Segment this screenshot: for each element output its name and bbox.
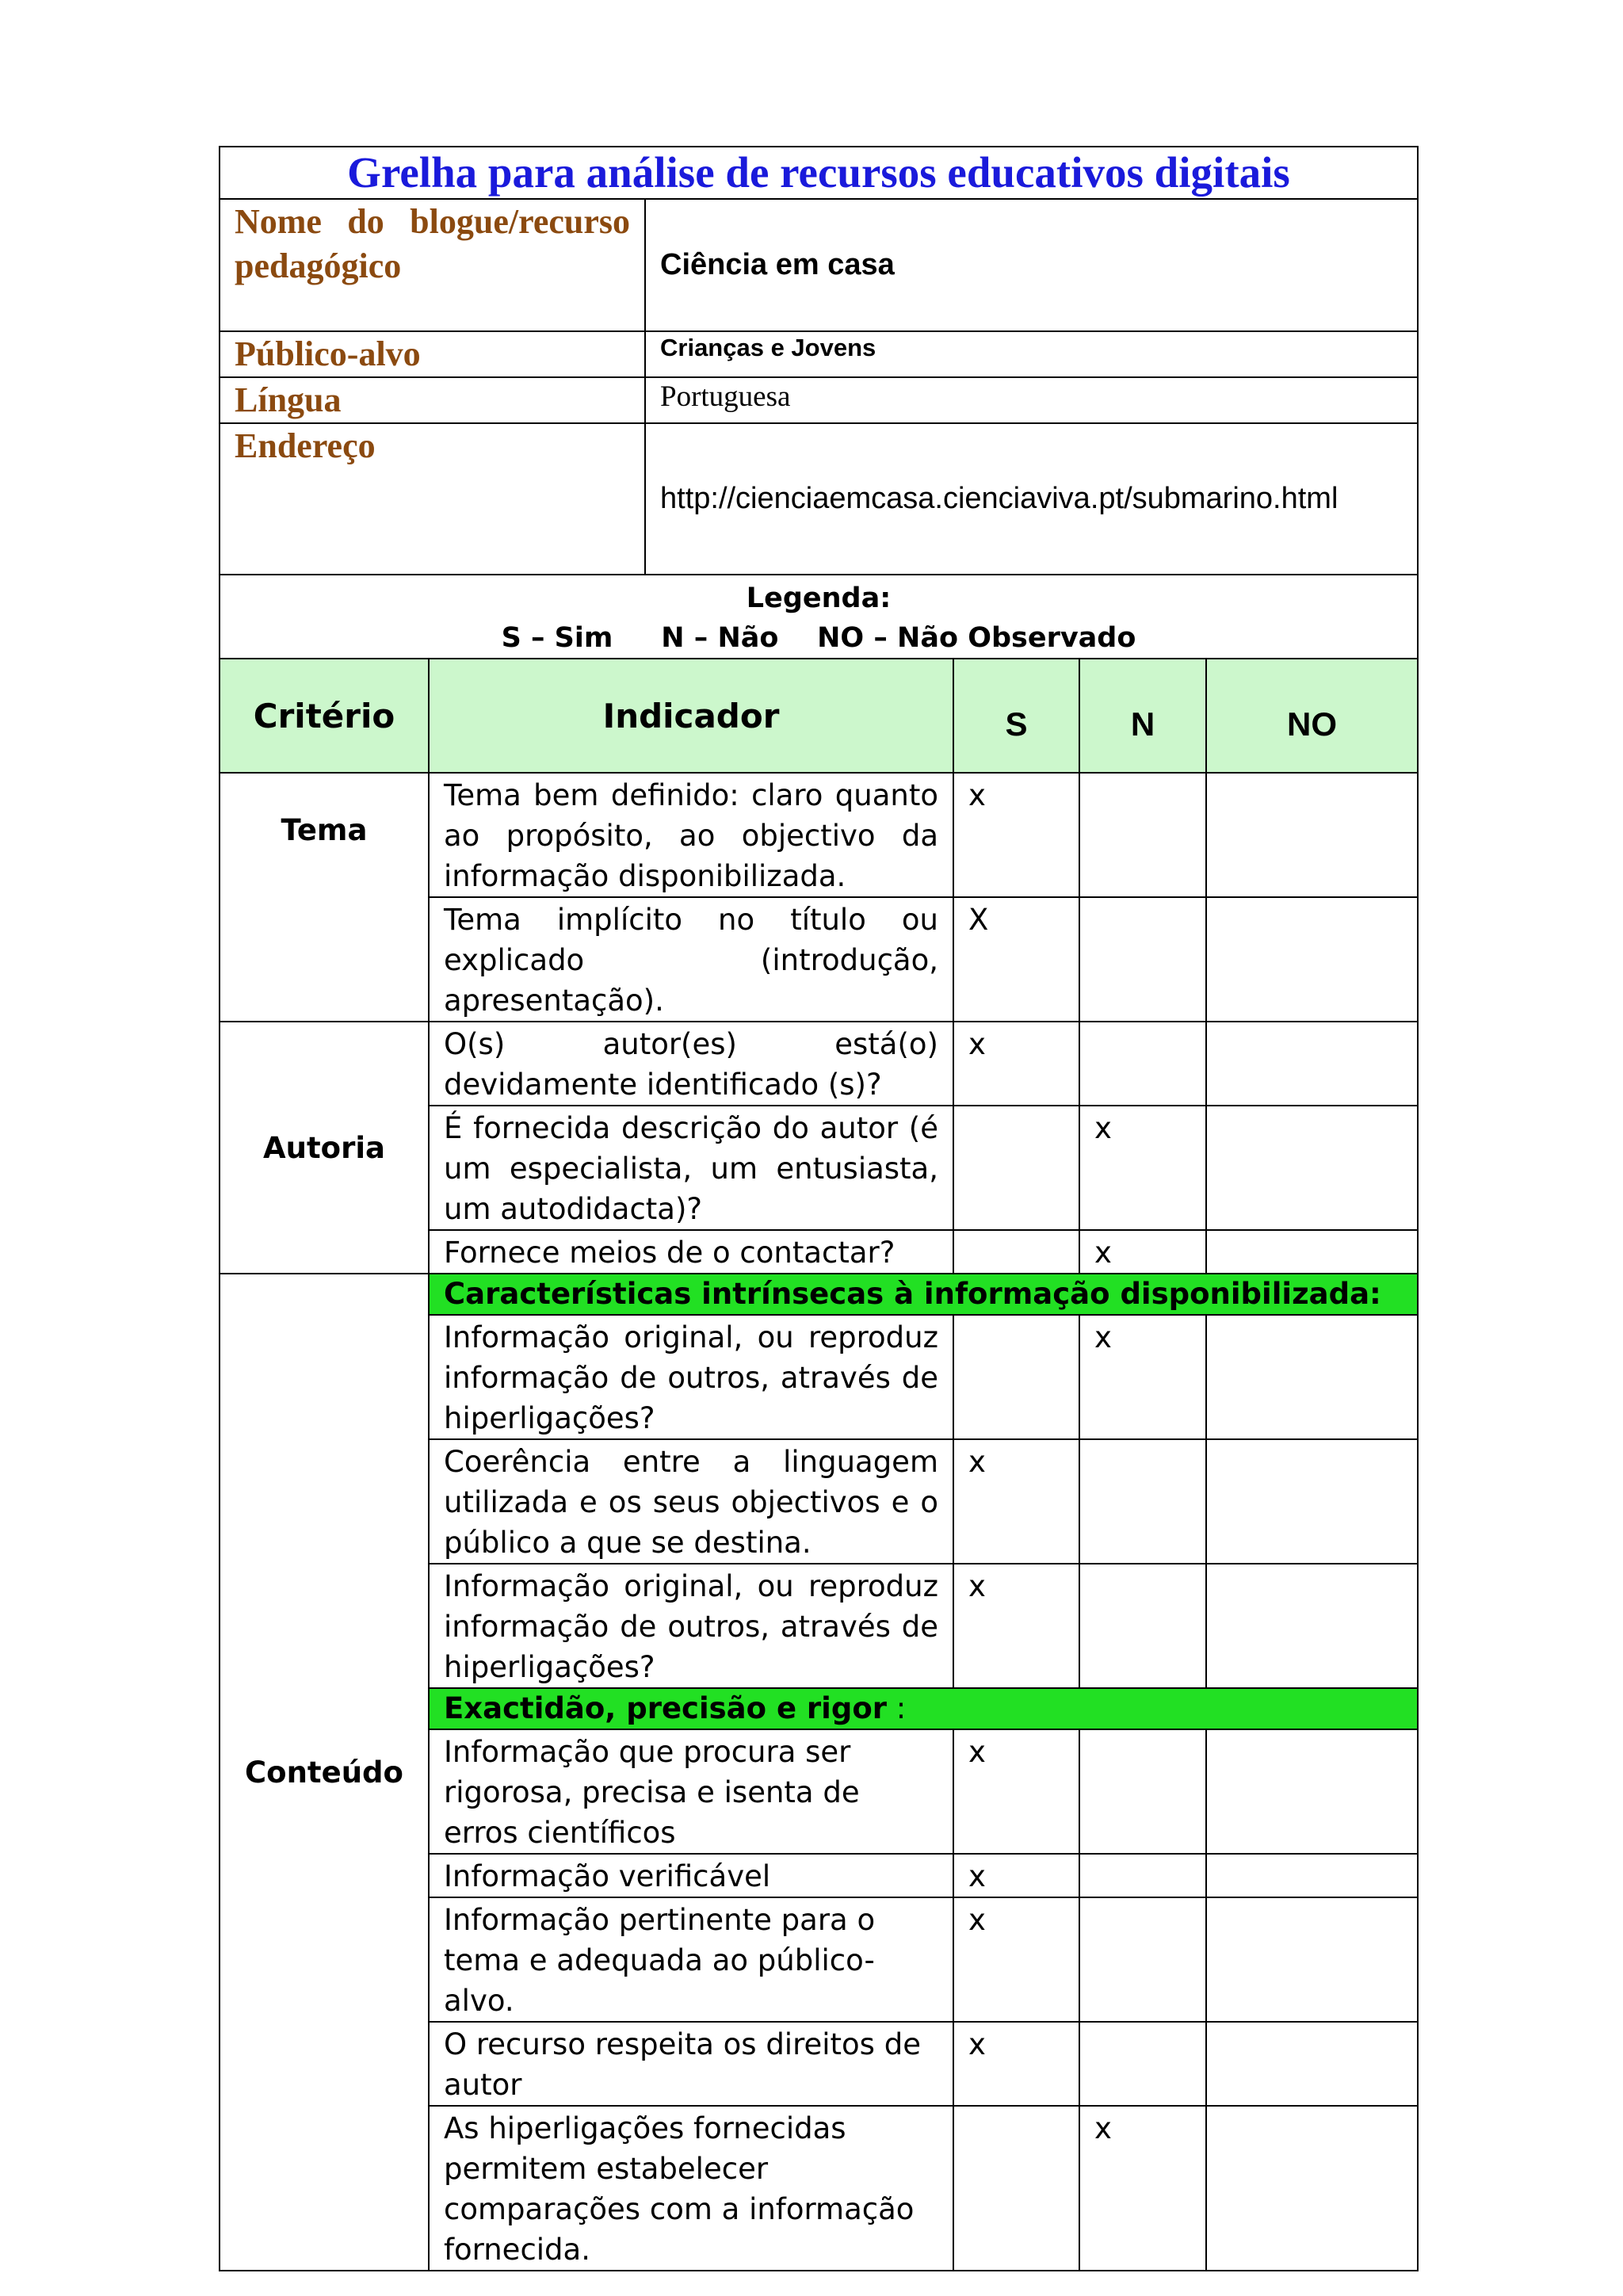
mark-n: x bbox=[1079, 2106, 1206, 2271]
section-exactidao-colon: : bbox=[887, 1691, 907, 1725]
criterion-conteudo: Conteúdo bbox=[220, 1274, 429, 2271]
mark-n bbox=[1079, 773, 1206, 897]
mark-s bbox=[953, 1230, 1079, 1274]
indicator-cell: Tema bem definido: claro quanto ao propósito, ao objectivo da informação disponibilizada. bbox=[429, 773, 953, 897]
mark-n: x bbox=[1079, 1315, 1206, 1439]
mark-s: x bbox=[953, 1564, 1079, 1688]
section-exactidao-label: Exactidão, precisão e rigor bbox=[444, 1691, 888, 1725]
mark-no bbox=[1206, 2106, 1418, 2271]
header-criterio: Critério bbox=[220, 659, 429, 773]
resource-info-table bbox=[219, 146, 1419, 659]
mark-no bbox=[1206, 1729, 1418, 1854]
mark-s: X bbox=[953, 897, 1079, 1022]
mark-no bbox=[1206, 773, 1418, 897]
lingua-value: Portuguesa bbox=[645, 377, 1418, 423]
mark-no bbox=[1206, 1897, 1418, 2022]
endereco-label: Endereço bbox=[220, 423, 645, 575]
publico-label: Público-alvo bbox=[220, 331, 645, 377]
mark-n: x bbox=[1079, 1106, 1206, 1230]
mark-no bbox=[1206, 1564, 1418, 1688]
indicator-cell: As hiperligações fornecidas permitem estabelecer comparações com a informação fornecida. bbox=[429, 2106, 953, 2271]
mark-s bbox=[953, 1315, 1079, 1439]
mark-n bbox=[1079, 1854, 1206, 1897]
section-intrinsecas: Características intrínsecas à informação disponibilizada: bbox=[429, 1274, 1418, 1315]
indicator-cell: Informação verificável bbox=[429, 1854, 953, 1897]
mark-s: x bbox=[953, 773, 1079, 897]
publico-value: Crianças e Jovens bbox=[645, 331, 1418, 377]
mark-s: x bbox=[953, 1439, 1079, 1564]
mark-n bbox=[1079, 2022, 1206, 2106]
mark-no bbox=[1206, 897, 1418, 1022]
indicator-cell: O(s) autor(es) está(o) devidamente identificado (s)? bbox=[429, 1022, 953, 1106]
header-no: NO bbox=[1206, 659, 1418, 773]
nome-label: Nome do blogue/recurso pedagógico bbox=[220, 199, 645, 331]
mark-no bbox=[1206, 1230, 1418, 1274]
criterion-tema: Tema bbox=[220, 773, 429, 1022]
legend-text: S – Sim N – Não NO – Não Observado bbox=[501, 622, 1136, 654]
header-indicador: Indicador bbox=[429, 659, 953, 773]
indicator-cell: Coerência entre a linguagem utilizada e os seus objectivos e o público a que se destina. bbox=[429, 1439, 953, 1564]
mark-s: x bbox=[953, 1022, 1079, 1106]
mark-n bbox=[1079, 1439, 1206, 1564]
indicator-cell: Informação que procura ser rigorosa, precisa e isenta de erros científicos bbox=[429, 1729, 953, 1854]
mark-no bbox=[1206, 1854, 1418, 1897]
mark-n bbox=[1079, 1022, 1206, 1106]
mark-no bbox=[1206, 1315, 1418, 1439]
indicator-cell: O recurso respeita os direitos de autor bbox=[429, 2022, 953, 2106]
mark-no bbox=[1206, 1439, 1418, 1564]
mark-no bbox=[1206, 1106, 1418, 1230]
header-s: S bbox=[953, 659, 1079, 773]
endereco-link[interactable]: http://cienciaemcasa.cienciaviva.pt/submarino.html bbox=[645, 423, 1418, 575]
indicator-cell: Informação original, ou reproduz informação de outros, através de hiperligações? bbox=[429, 1315, 953, 1439]
criteria-table bbox=[219, 658, 1419, 2271]
mark-n bbox=[1079, 1897, 1206, 2022]
legend-title: Legenda: bbox=[746, 583, 892, 614]
indicator-cell: Fornece meios de o contactar? bbox=[429, 1230, 953, 1274]
mark-n: x bbox=[1079, 1230, 1206, 1274]
mark-no bbox=[1206, 2022, 1418, 2106]
page-title: Grelha para análise de recursos educativos digitais bbox=[220, 147, 1418, 199]
evaluation-grid bbox=[219, 146, 1417, 2271]
section-exactidao bbox=[429, 1688, 1418, 1729]
indicator-cell: É fornecida descrição do autor (é um especialista, um entusiasta, um autodidacta)? bbox=[429, 1106, 953, 1230]
mark-n bbox=[1079, 897, 1206, 1022]
indicator-cell: Informação original, ou reproduz informação de outros, através de hiperligações? bbox=[429, 1564, 953, 1688]
mark-no bbox=[1206, 1022, 1418, 1106]
mark-n bbox=[1079, 1729, 1206, 1854]
criterion-autoria: Autoria bbox=[220, 1022, 429, 1274]
mark-s: x bbox=[953, 1897, 1079, 2022]
indicator-cell: Informação pertinente para o tema e adequada ao público-alvo. bbox=[429, 1897, 953, 2022]
lingua-label: Língua bbox=[220, 377, 645, 423]
mark-s: x bbox=[953, 1729, 1079, 1854]
mark-s: x bbox=[953, 2022, 1079, 2106]
mark-s bbox=[953, 2106, 1079, 2271]
mark-s: x bbox=[953, 1854, 1079, 1897]
mark-s bbox=[953, 1106, 1079, 1230]
mark-n bbox=[1079, 1564, 1206, 1688]
indicator-cell: Tema implícito no título ou explicado (introdução, apresentação). bbox=[429, 897, 953, 1022]
header-n: N bbox=[1079, 659, 1206, 773]
nome-value: Ciência em casa bbox=[645, 199, 1418, 331]
legend bbox=[220, 575, 1418, 659]
